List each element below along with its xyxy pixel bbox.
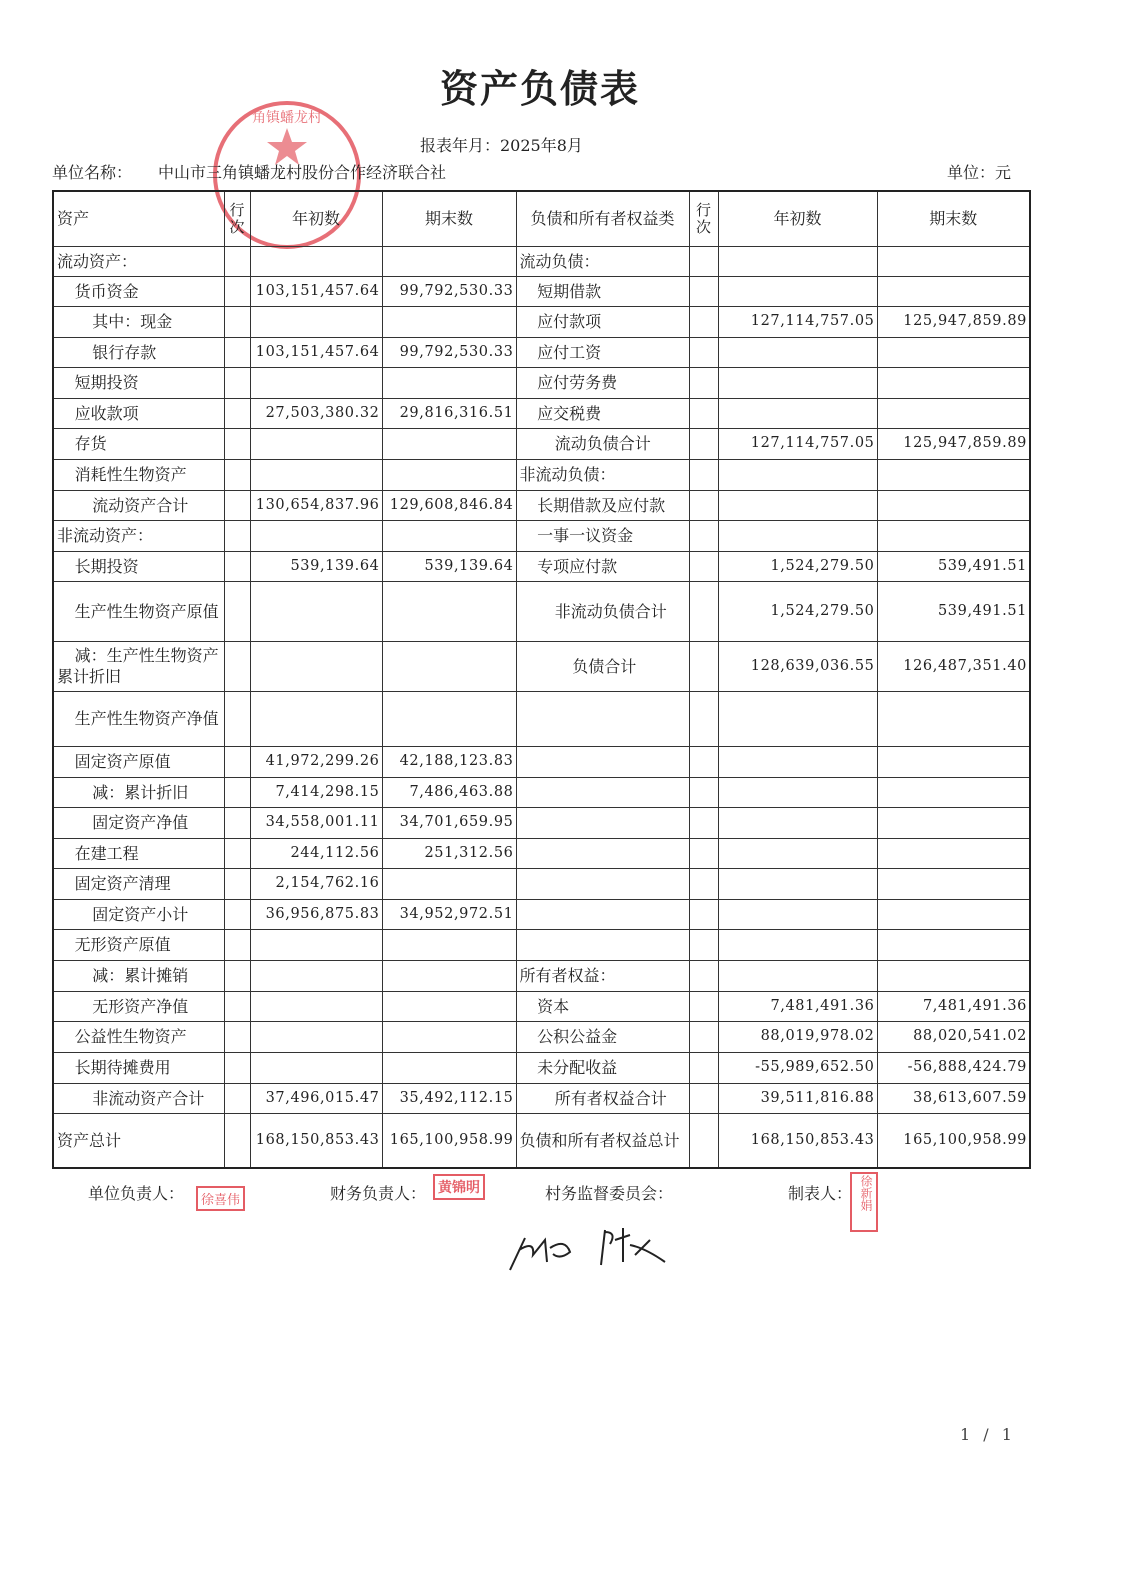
asset-end-value: 29,816,316.51 (382, 398, 516, 428)
liability-line-no (689, 581, 718, 641)
asset-end-value (382, 960, 516, 991)
liability-line-no (689, 551, 718, 581)
liability-end-value (877, 246, 1030, 276)
liability-end-value (877, 691, 1030, 746)
header-line-no-2: 行次 (689, 191, 718, 246)
table-row (53, 367, 1030, 398)
table-header (53, 191, 1030, 246)
header-liabilities: 负债和所有者权益类 (516, 191, 689, 246)
asset-end-value: 7,486,463.88 (382, 777, 516, 807)
liability-name (516, 899, 689, 929)
table-row (53, 398, 1030, 428)
table-row (53, 929, 1030, 960)
liability-begin-value: 127,114,757.05 (718, 428, 877, 459)
asset-name: 流动资产合计 (53, 490, 224, 520)
table-row (53, 991, 1030, 1021)
liability-line-no (689, 276, 718, 306)
asset-line-no (224, 1113, 250, 1168)
liability-name (516, 807, 689, 838)
liability-name: 应付劳务费 (516, 367, 689, 398)
liability-end-value: 125,947,859.89 (877, 306, 1030, 337)
asset-line-no (224, 960, 250, 991)
asset-end-value: 165,100,958.99 (382, 1113, 516, 1168)
asset-name: 其中：现金 (53, 306, 224, 337)
asset-end-value (382, 641, 516, 691)
asset-name: 存货 (53, 428, 224, 459)
unit-head-label: 单位负责人： (88, 1184, 185, 1203)
table-row (53, 899, 1030, 929)
report-period: 报表年月：2025年8月 (420, 136, 583, 155)
liability-line-no (689, 490, 718, 520)
table-row (53, 276, 1030, 306)
liability-begin-value: -55,989,652.50 (718, 1052, 877, 1083)
liability-end-value (877, 960, 1030, 991)
liability-begin-value: 1,524,279.50 (718, 551, 877, 581)
asset-begin-value: 2,154,762.16 (250, 868, 382, 899)
liability-name: 负债合计 (516, 641, 689, 691)
asset-name: 固定资产原值 (53, 746, 224, 777)
unit-name: 中山市三角镇蟠龙村股份合作经济联合社 (158, 163, 447, 182)
asset-line-no (224, 490, 250, 520)
table-row (53, 581, 1030, 641)
asset-end-value (382, 991, 516, 1021)
liability-name: 所有者权益合计 (516, 1083, 689, 1113)
liability-end-value: 125,947,859.89 (877, 428, 1030, 459)
asset-name: 非流动资产合计 (53, 1083, 224, 1113)
asset-end-value: 42,188,123.83 (382, 746, 516, 777)
liability-name (516, 777, 689, 807)
currency-unit: 单位：元 (946, 163, 1011, 182)
liability-name: 未分配收益 (516, 1052, 689, 1083)
liability-name: 非流动负债： (516, 459, 689, 490)
liability-begin-value: 88,019,978.02 (718, 1021, 877, 1052)
table-row (53, 641, 1030, 691)
liability-end-value: 165,100,958.99 (877, 1113, 1030, 1168)
liability-end-value (877, 899, 1030, 929)
liability-begin-value (718, 807, 877, 838)
asset-line-no (224, 807, 250, 838)
asset-name: 在建工程 (53, 838, 224, 868)
asset-end-value (382, 929, 516, 960)
asset-end-value (382, 459, 516, 490)
liability-name: 负债和所有者权益总计 (516, 1113, 689, 1168)
table-row (53, 960, 1030, 991)
asset-name: 生产性生物资产原值 (53, 581, 224, 641)
asset-begin-value: 244,112.56 (250, 838, 382, 868)
liability-name: 应付款项 (516, 306, 689, 337)
liability-end-value (877, 367, 1030, 398)
table-row (53, 1021, 1030, 1052)
liability-name: 一事一议资金 (516, 520, 689, 551)
asset-begin-value: 103,151,457.64 (250, 276, 382, 306)
liability-name: 流动负债： (516, 246, 689, 276)
asset-name: 应收款项 (53, 398, 224, 428)
asset-line-no (224, 581, 250, 641)
asset-line-no (224, 428, 250, 459)
page-number: 1 / 1 (960, 1425, 1016, 1444)
liability-end-value (877, 929, 1030, 960)
asset-line-no (224, 838, 250, 868)
header-line-no: 行次 (224, 191, 250, 246)
asset-end-value: 251,312.56 (382, 838, 516, 868)
liability-line-no (689, 337, 718, 367)
liability-end-value: 539,491.51 (877, 551, 1030, 581)
table-row (53, 1113, 1030, 1168)
liability-begin-value (718, 367, 877, 398)
asset-line-no (224, 459, 250, 490)
table-row (53, 490, 1030, 520)
table-row (53, 746, 1030, 777)
header-begin: 年初数 (250, 191, 382, 246)
asset-end-value: 129,608,846.84 (382, 490, 516, 520)
asset-line-no (224, 367, 250, 398)
handwritten-signature-icon (505, 1220, 675, 1280)
liability-end-value (877, 490, 1030, 520)
liability-line-no (689, 691, 718, 746)
liability-begin-value: 1,524,279.50 (718, 581, 877, 641)
asset-name: 短期投资 (53, 367, 224, 398)
unit-name-label: 单位名称： (52, 163, 133, 182)
liability-line-no (689, 991, 718, 1021)
asset-name: 货币资金 (53, 276, 224, 306)
liability-end-value: -56,888,424.79 (877, 1052, 1030, 1083)
asset-line-no (224, 746, 250, 777)
liability-end-value: 126,487,351.40 (877, 641, 1030, 691)
asset-line-no (224, 398, 250, 428)
liability-begin-value (718, 746, 877, 777)
liability-begin-value (718, 777, 877, 807)
page-title: 资产负债表 (439, 67, 640, 111)
asset-end-value (382, 1021, 516, 1052)
asset-name: 无形资产原值 (53, 929, 224, 960)
liability-line-no (689, 1113, 718, 1168)
header-begin-2: 年初数 (718, 191, 877, 246)
liability-end-value (877, 777, 1030, 807)
liability-end-value (877, 520, 1030, 551)
liability-name (516, 838, 689, 868)
asset-line-no (224, 306, 250, 337)
liability-begin-value (718, 868, 877, 899)
asset-begin-value (250, 306, 382, 337)
liability-begin-value (718, 929, 877, 960)
asset-line-no (224, 691, 250, 746)
table-row (53, 337, 1030, 367)
asset-line-no (224, 1052, 250, 1083)
liability-begin-value (718, 276, 877, 306)
unit-name-line (52, 160, 446, 183)
asset-name: 资产总计 (53, 1113, 224, 1168)
liability-end-value (877, 807, 1030, 838)
asset-line-no (224, 1021, 250, 1052)
liability-end-value (877, 276, 1030, 306)
asset-begin-value (250, 367, 382, 398)
liability-line-no (689, 960, 718, 991)
asset-begin-value (250, 641, 382, 691)
asset-end-value (382, 367, 516, 398)
liability-line-no (689, 929, 718, 960)
asset-begin-value (250, 929, 382, 960)
liability-name: 短期借款 (516, 276, 689, 306)
balance-sheet-table (52, 190, 1031, 1169)
liability-name: 所有者权益： (516, 960, 689, 991)
liability-line-no (689, 838, 718, 868)
asset-name: 银行存款 (53, 337, 224, 367)
table-row (53, 306, 1030, 337)
liability-end-value: 38,613,607.59 (877, 1083, 1030, 1113)
finance-head-stamp: 黄锦明 (433, 1174, 485, 1200)
liability-begin-value (718, 520, 877, 551)
asset-begin-value: 37,496,015.47 (250, 1083, 382, 1113)
asset-line-no (224, 868, 250, 899)
header-end-2: 期末数 (877, 191, 1030, 246)
asset-begin-value (250, 991, 382, 1021)
asset-begin-value: 7,414,298.15 (250, 777, 382, 807)
asset-end-value (382, 581, 516, 641)
liability-begin-value (718, 337, 877, 367)
asset-line-no (224, 246, 250, 276)
asset-end-value: 34,952,972.51 (382, 899, 516, 929)
liability-name: 应交税费 (516, 398, 689, 428)
liability-begin-value (718, 398, 877, 428)
asset-end-value (382, 520, 516, 551)
asset-name: 减：生产性生物资产累计折旧 (53, 641, 224, 691)
liability-begin-value (718, 899, 877, 929)
liability-line-no (689, 398, 718, 428)
asset-end-value: 99,792,530.33 (382, 337, 516, 367)
asset-line-no (224, 777, 250, 807)
table-row (53, 1052, 1030, 1083)
asset-begin-value: 36,956,875.83 (250, 899, 382, 929)
liability-begin-value (718, 490, 877, 520)
liability-begin-value: 127,114,757.05 (718, 306, 877, 337)
liability-begin-value (718, 459, 877, 490)
asset-begin-value (250, 1021, 382, 1052)
table-row (53, 246, 1030, 276)
asset-name: 非流动资产： (53, 520, 224, 551)
table-row (53, 868, 1030, 899)
asset-begin-value (250, 428, 382, 459)
liability-line-no (689, 777, 718, 807)
asset-line-no (224, 337, 250, 367)
asset-line-no (224, 520, 250, 551)
table-row (53, 838, 1030, 868)
liability-name: 专项应付款 (516, 551, 689, 581)
liability-end-value: 88,020,541.02 (877, 1021, 1030, 1052)
asset-begin-value (250, 520, 382, 551)
liability-end-value (877, 746, 1030, 777)
asset-name: 固定资产净值 (53, 807, 224, 838)
asset-begin-value (250, 960, 382, 991)
asset-name: 长期投资 (53, 551, 224, 581)
liability-end-value: 539,491.51 (877, 581, 1030, 641)
table-row (53, 459, 1030, 490)
liability-name: 流动负债合计 (516, 428, 689, 459)
asset-begin-value: 27,503,380.32 (250, 398, 382, 428)
asset-begin-value (250, 581, 382, 641)
liability-line-no (689, 746, 718, 777)
liability-line-no (689, 367, 718, 398)
liability-begin-value (718, 960, 877, 991)
table-row (53, 1083, 1030, 1113)
liability-begin-value: 39,511,816.88 (718, 1083, 877, 1113)
asset-begin-value: 539,139.64 (250, 551, 382, 581)
header-assets: 资产 (53, 191, 224, 246)
asset-name: 流动资产： (53, 246, 224, 276)
liability-begin-value (718, 838, 877, 868)
liability-name (516, 691, 689, 746)
asset-line-no (224, 276, 250, 306)
liability-name (516, 868, 689, 899)
asset-begin-value: 130,654,837.96 (250, 490, 382, 520)
liability-end-value (877, 838, 1030, 868)
asset-begin-value: 103,151,457.64 (250, 337, 382, 367)
liability-name: 资本 (516, 991, 689, 1021)
liability-begin-value: 168,150,853.43 (718, 1113, 877, 1168)
asset-begin-value: 41,972,299.26 (250, 746, 382, 777)
asset-name: 公益性生物资产 (53, 1021, 224, 1052)
liability-end-value (877, 337, 1030, 367)
asset-end-value (382, 1052, 516, 1083)
asset-line-no (224, 1083, 250, 1113)
liability-line-no (689, 868, 718, 899)
asset-begin-value (250, 1052, 382, 1083)
asset-name: 生产性生物资产净值 (53, 691, 224, 746)
preparer-label: 制表人： (788, 1184, 853, 1203)
liability-begin-value: 7,481,491.36 (718, 991, 877, 1021)
asset-begin-value (250, 459, 382, 490)
asset-begin-value: 34,558,001.11 (250, 807, 382, 838)
liability-line-no (689, 1083, 718, 1113)
liability-end-value (877, 398, 1030, 428)
liability-begin-value: 128,639,036.55 (718, 641, 877, 691)
asset-begin-value: 168,150,853.43 (250, 1113, 382, 1168)
asset-end-value: 539,139.64 (382, 551, 516, 581)
asset-name: 固定资产清理 (53, 868, 224, 899)
asset-end-value (382, 428, 516, 459)
asset-end-value (382, 306, 516, 337)
table-row (53, 807, 1030, 838)
asset-line-no (224, 991, 250, 1021)
liability-line-no (689, 1021, 718, 1052)
asset-name: 减：累计折旧 (53, 777, 224, 807)
asset-end-value (382, 691, 516, 746)
liability-line-no (689, 1052, 718, 1083)
supervision-label: 村务监督委员会： (545, 1184, 674, 1203)
liability-line-no (689, 246, 718, 276)
asset-end-value: 34,701,659.95 (382, 807, 516, 838)
asset-line-no (224, 641, 250, 691)
liability-name: 非流动负债合计 (516, 581, 689, 641)
asset-end-value (382, 246, 516, 276)
asset-name: 无形资产净值 (53, 991, 224, 1021)
asset-begin-value (250, 246, 382, 276)
liability-begin-value (718, 691, 877, 746)
header-end: 期末数 (382, 191, 516, 246)
liability-name (516, 746, 689, 777)
liability-end-value (877, 459, 1030, 490)
table-row (53, 428, 1030, 459)
finance-head-label: 财务负责人： (330, 1184, 427, 1203)
preparer-stamp: 徐新娟 (850, 1172, 878, 1232)
liability-name: 公积公益金 (516, 1021, 689, 1052)
liability-end-value (877, 868, 1030, 899)
liability-begin-value (718, 246, 877, 276)
liability-line-no (689, 899, 718, 929)
table-row (53, 551, 1030, 581)
liability-line-no (689, 306, 718, 337)
liability-line-no (689, 807, 718, 838)
unit-head-stamp: 徐喜伟 (196, 1186, 245, 1211)
table-row (53, 777, 1030, 807)
asset-begin-value (250, 691, 382, 746)
liability-line-no (689, 428, 718, 459)
asset-name: 长期待摊费用 (53, 1052, 224, 1083)
asset-name: 减：累计摊销 (53, 960, 224, 991)
asset-end-value (382, 868, 516, 899)
asset-name: 消耗性生物资产 (53, 459, 224, 490)
liability-name: 长期借款及应付款 (516, 490, 689, 520)
svg-text:角镇蟠龙村: 角镇蟠龙村 (252, 110, 322, 126)
asset-end-value: 35,492,112.15 (382, 1083, 516, 1113)
liability-name: 应付工资 (516, 337, 689, 367)
asset-line-no (224, 551, 250, 581)
liability-line-no (689, 641, 718, 691)
liability-end-value: 7,481,491.36 (877, 991, 1030, 1021)
table-row (53, 691, 1030, 746)
asset-name: 固定资产小计 (53, 899, 224, 929)
liability-line-no (689, 459, 718, 490)
asset-line-no (224, 899, 250, 929)
asset-end-value: 99,792,530.33 (382, 276, 516, 306)
table-row (53, 520, 1030, 551)
liability-line-no (689, 520, 718, 551)
liability-name (516, 929, 689, 960)
asset-line-no (224, 929, 250, 960)
